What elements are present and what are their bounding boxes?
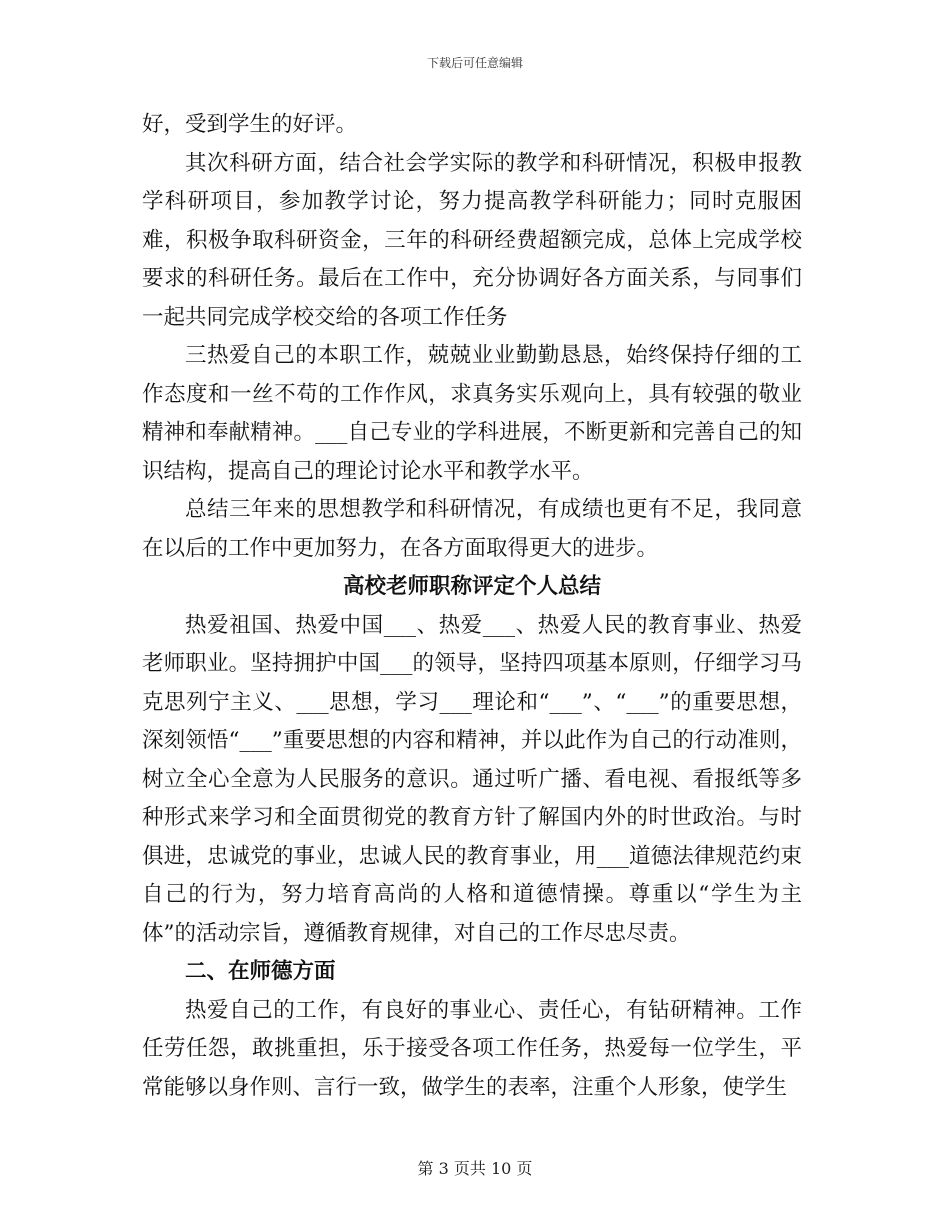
section-title: 高校老师职称评定个人总结 <box>342 574 601 599</box>
page-header: 下载后可任意编辑 <box>426 56 523 70</box>
paragraph-5: 热爱祖国、热爱中国___、热爱___、热爱人民的教育事业、热爱老师职业。坚持拥护中国___的领导，坚持四项基本原则，仔细学习马克思列宁主义、___思想，学习___理论和“___”、“___”的重要思想，深刻领悟“___”重要思想的内容和精神，并以此作为自己的行动准则，树立全心全意为人民服务的意识。通过听广播、看电视、看报纸等多种形式来学习和全面贯彻党的教育方针了解国内外的时世政治。与时俱进，忠诚党的事业，忠诚人民的教育事业，用___道德法律规范约束自己的行为，努力培育高尚的人格和道德情操。尊重以“学生为主体”的活动宗旨，遵循教育规律，对自己的工作尽忠尽责。 <box>142 612 802 946</box>
document-body <box>142 106 802 1107</box>
section-heading: 二、在师德方面 <box>185 959 336 984</box>
page-footer: 第 3 页共 10 页 <box>417 1159 533 1178</box>
paragraph-2: 其次科研方面，结合社会学实际的教学和科研情况，积极申报教学科研项目，参加教学讨论，努力提高教学科研能力；同时克服困难，积极争取科研资金，三年的科研经费超额完成，总体上完成学校要求的科研任务。最后在工作中，充分协调好各方面关系，与同事们一起共同完成学校交给的各项工作任务 <box>142 150 802 330</box>
paragraph-1: 好，受到学生的好评。 <box>142 112 358 137</box>
paragraph-3: 三热爱自己的本职工作，兢兢业业勤勤恳恳，始终保持仔细的工作态度和一丝不苟的工作作风，求真务实乐观向上，具有较强的敬业精神和奉献精神。___自己专业的学科进展，不断更新和完善自己的知识结构，提高自己的理论讨论水平和教学水平。 <box>142 343 802 484</box>
paragraph-4: 总结三年来的思想教学和科研情况，有成绩也更有不足，我同意在以后的工作中更加努力，在各方面取得更大的进步。 <box>142 497 802 561</box>
paragraph-6: 热爱自己的工作，有良好的事业心、责任心，有钻研精神。工作任劳任怨，敢挑重担，乐于接受各项工作任务，热爱每一位学生，平常能够以身作则、言行一致，做学生的表率，注重个人形象，使学生 <box>142 997 802 1100</box>
